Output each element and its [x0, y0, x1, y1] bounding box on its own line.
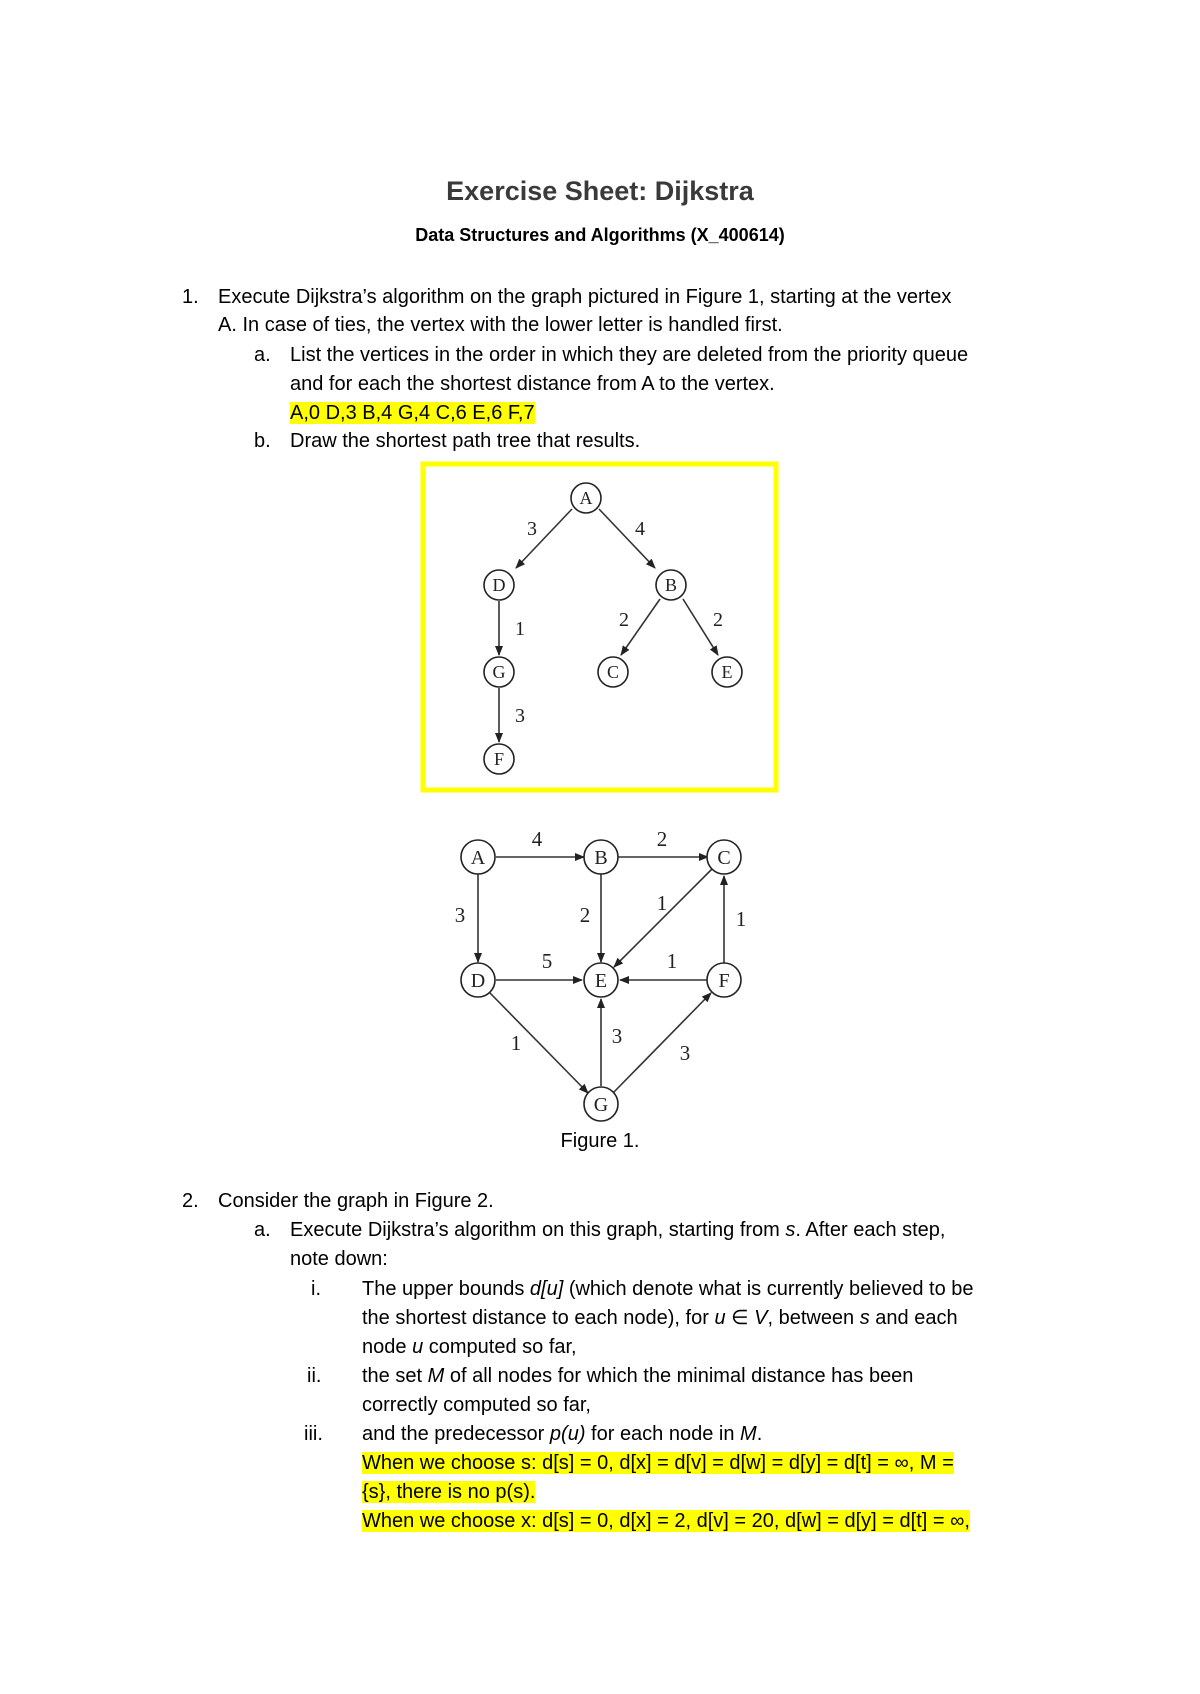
- q1-text-line2: A. In case of ties, the vertex with the lower letter is handled first.: [218, 314, 783, 336]
- q1-text-line1: Execute Dijkstra’s algorithm on the graph pictured in Figure 1, starting at the vertex: [218, 286, 952, 308]
- q2a-i-line2: the shortest distance to each node), for u ∈ V, between s and each: [362, 1307, 958, 1329]
- tree-node-b-label: B: [664, 575, 678, 595]
- tree-node-g-label: G: [492, 662, 506, 682]
- tree-weight-d-g: 1: [515, 618, 525, 640]
- q1a-text-line2: and for each the shortest distance from A to the vertex.: [290, 373, 775, 395]
- tree-edge-a-d: [516, 509, 572, 568]
- q1a-answer-text: A,0 D,3 B,4 G,4 C,6 E,6 F,7: [290, 402, 535, 424]
- fig1-weight-a-d: 3: [454, 903, 466, 927]
- tree-weight-a-d: 3: [527, 518, 537, 540]
- tree-node-a-label: A: [579, 488, 593, 508]
- fig1-weight-f-e: 1: [666, 949, 678, 973]
- fig1-weight-b-c: 2: [656, 827, 668, 851]
- tree-edge-a-b: [599, 509, 655, 568]
- tree-weight-b-c: 2: [619, 609, 629, 631]
- q2a-text-line2: note down:: [290, 1248, 388, 1270]
- q2-answer-step2-line1: When we choose x: d[s] = 0, d[x] = 2, d[v] = 20, d[w] = d[y] = d[t] = ∞,: [362, 1510, 970, 1532]
- q1b-label: b.: [254, 430, 271, 452]
- q2a-text-line1: Execute Dijkstra’s algorithm on this graph, starting from s. After each step,: [290, 1219, 946, 1241]
- tree-weight-b-e: 2: [713, 609, 723, 631]
- fig1-node-d-label: D: [470, 970, 486, 992]
- fig1-node-e-label: E: [594, 970, 608, 992]
- q2a-i-line3: node u computed so far,: [362, 1336, 577, 1358]
- fig1-weight-f-c: 1: [735, 907, 747, 931]
- fig1-weight-g-e: 3: [611, 1024, 623, 1048]
- q1a-label: a.: [254, 344, 271, 366]
- fig1-weight-c-e: 1: [656, 891, 668, 915]
- fig1-edge-c-e: [614, 869, 712, 967]
- fig1-weight-b-e: 2: [579, 903, 591, 927]
- fig1-edge-g-f: [613, 993, 711, 1093]
- q1-number: 1.: [182, 286, 199, 308]
- q1a-text-line1: List the vertices in the order in which they are deleted from the priority queue: [290, 344, 969, 366]
- figure1-graph: [0, 800, 1200, 1130]
- fig1-weight-d-g: 1: [510, 1031, 522, 1055]
- q2a-ii-line2: correctly computed so far,: [362, 1394, 591, 1416]
- q2-number: 2.: [182, 1190, 199, 1212]
- tree-node-f-label: F: [493, 749, 505, 769]
- q2-answer-step1-line2: {s}, there is no p(s).: [362, 1481, 536, 1503]
- fig1-node-f-label: F: [718, 970, 730, 992]
- tree-node-e-label: E: [721, 662, 733, 682]
- fig1-weight-a-b: 4: [531, 827, 543, 851]
- q2a-ii-line1: the set M of all nodes for which the minimal distance has been: [362, 1365, 914, 1387]
- tree-node-c-label: C: [606, 662, 620, 682]
- figure1-caption: Figure 1.: [560, 1130, 640, 1152]
- q2-answer-step1-line1: When we choose s: d[s] = 0, d[x] = d[v] = d[w] = d[y] = d[t] = ∞, M =: [362, 1452, 954, 1474]
- q2a-iii-label: iii.: [304, 1423, 323, 1445]
- q2a-i-line1: The upper bounds d[u] (which denote what is currently believed to be: [362, 1278, 974, 1300]
- q1b-text: Draw the shortest path tree that results.: [290, 430, 641, 452]
- q2-text: Consider the graph in Figure 2.: [218, 1190, 494, 1212]
- fig1-node-b-label: B: [594, 847, 608, 869]
- fig1-node-c-label: C: [717, 847, 731, 869]
- fig1-edge-d-g: [490, 993, 588, 1093]
- shortest-path-tree-figure: [0, 0, 1200, 800]
- tree-weight-a-b: 4: [635, 518, 645, 540]
- q2a-label: a.: [254, 1219, 271, 1241]
- course-subtitle: Data Structures and Algorithms (X_400614): [415, 225, 785, 245]
- q2a-iii-line: and the predecessor p(u) for each node in M.: [362, 1423, 763, 1445]
- tree-highlight-frame: [423, 464, 776, 790]
- tree-node-d-label: D: [492, 575, 506, 595]
- fig1-node-g-label: G: [593, 1094, 609, 1116]
- tree-weight-g-f: 3: [515, 705, 525, 727]
- q2a-i-label: i.: [311, 1278, 321, 1300]
- fig1-node-a-label: A: [470, 847, 486, 869]
- fig1-weight-d-e: 5: [541, 949, 553, 973]
- fig1-weight-g-f: 3: [679, 1041, 691, 1065]
- q2a-ii-label: ii.: [307, 1365, 322, 1387]
- page-title: Exercise Sheet: Dijkstra: [446, 176, 754, 206]
